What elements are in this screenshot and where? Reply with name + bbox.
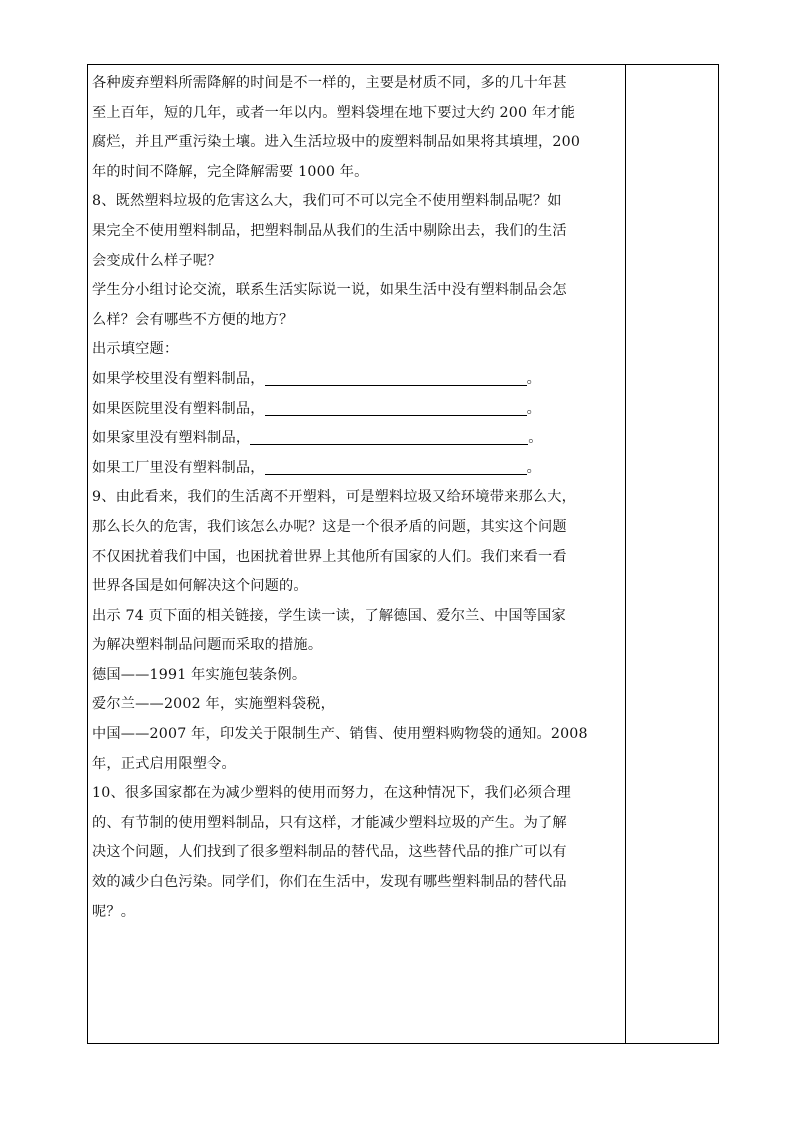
fill-blank-line	[92, 424, 620, 454]
text-line: 8、既然塑料垃圾的危害这么大，我们可不可以完全不使用塑料制品呢？如	[92, 193, 562, 210]
text-line: 出示 74 页下面的相关链接，学生读一读，了解德国、爱尔兰、中国等国家	[92, 607, 566, 624]
blank-underline	[265, 473, 527, 475]
text-line: 为解决塑料制品问题而采取的措施。	[92, 637, 323, 654]
text-line: 至上百年，短的几年，或者一年以内。塑料袋埋在地下要过大约 200 年才能	[92, 104, 576, 121]
text-line: 学生分小组讨论交流，联系生活实际说一说，如果生活中没有塑料制品会怎	[92, 282, 567, 299]
fill-blank-prefix: 如果医院里没有塑料制品，	[92, 400, 265, 417]
text-line: 么样？会有哪些不方便的地方？	[92, 311, 294, 328]
text-line: 10、很多国家都在为减少塑料的使用而努力，在这种情况下，我们必须合理	[92, 785, 571, 802]
text-line: 世界各国是如何解决这个问题的。	[92, 578, 308, 595]
text-line: 中国——2007 年，印发关于限制生产、销售、使用塑料购物袋的通知。2008	[92, 726, 588, 743]
text-line: 9、由此看来，我们的生活离不开塑料，可是塑料垃圾又给环境带来那么大，	[92, 489, 577, 506]
text-line: 年的时间不降解，完全降解需要 1000 年。	[92, 163, 369, 180]
text-line: 那么长久的危害，我们该怎么办呢？这是一个很矛盾的问题，其实这个问题	[92, 518, 567, 535]
text-line: 腐烂，并且严重污染土壤。进入生活垃圾中的废塑料制品如果将其填埋，200	[92, 134, 581, 151]
lesson-content-cell	[92, 69, 620, 927]
text-line: 呢？。	[92, 903, 136, 920]
fill-blank-line	[92, 454, 620, 484]
fill-blank-suffix: 。	[526, 459, 542, 476]
fill-blank-line	[92, 395, 620, 425]
text-line: 各种废弃塑料所需降解的时间是不一样的，主要是材质不同，多的几十年甚	[92, 75, 567, 91]
text-line: 德国——1991 年实施包装条例。	[92, 666, 307, 683]
blank-underline	[250, 443, 528, 445]
fill-blank-suffix: 。	[526, 370, 542, 387]
text-line: 效的减少白色污染。同学们，你们在生活中，发现有哪些塑料制品的替代品	[92, 874, 567, 891]
fill-blank-prefix: 如果家里没有塑料制品，	[92, 430, 251, 447]
text-line: 年，正式启用限塑令。	[92, 755, 236, 772]
fill-blank-prefix: 如果工厂里没有塑料制品，	[92, 459, 265, 476]
notes-column	[626, 65, 718, 1043]
text-line: 决这个问题，人们找到了很多塑料制品的替代品，这些替代品的推广可以有	[92, 844, 567, 861]
fill-blank-suffix: 。	[528, 430, 543, 447]
text-line: 出示填空题：	[92, 341, 179, 358]
blank-underline	[265, 414, 527, 416]
text-line: 爱尔兰——2002 年，实施塑料袋税，	[92, 696, 336, 713]
text-line: 的、有节制的使用塑料制品，只有这样，才能减少塑料垃圾的产生。为了解	[92, 814, 567, 831]
text-line: 不仅困扰着我们中国，也困扰着世界上其他所有国家的人们。我们来看一看	[92, 548, 567, 565]
lesson-table	[87, 64, 719, 1044]
text-line: 会变成什么样子呢？	[92, 252, 222, 269]
blank-underline	[265, 384, 527, 386]
fill-blank-suffix: 。	[526, 400, 542, 417]
fill-blank-prefix: 如果学校里没有塑料制品，	[92, 370, 265, 387]
text-line: 果完全不使用塑料制品，把塑料制品从我们的生活中剔除出去，我们的生活	[92, 222, 567, 239]
fill-blank-line	[92, 365, 620, 395]
